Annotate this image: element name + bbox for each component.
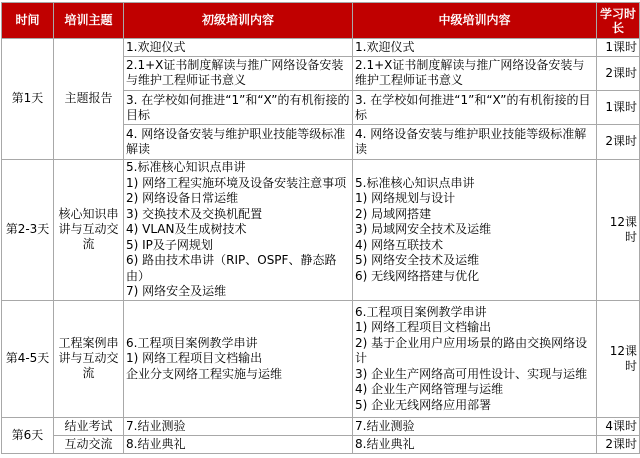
topic-cell: 工程案例串讲与互动交流 <box>54 301 124 417</box>
intermediate-content-cell: 8.结业典礼 <box>353 435 597 453</box>
hours-cell: 1课时 <box>597 39 640 56</box>
content-line: 1) 网络规划与设计 <box>355 191 456 206</box>
table-row <box>2 435 640 453</box>
content-line: 3) 局域网安全技术及运维 <box>355 222 492 237</box>
day-cell: 第1天 <box>2 39 54 159</box>
basic-content-cell <box>124 159 353 301</box>
content-line: 5) 网络安全技术及运维 <box>355 253 480 268</box>
day-cell: 第2-3天 <box>2 159 54 301</box>
table-row <box>2 301 640 417</box>
content-line: 企业分支网络工程实施与运维 <box>126 366 283 381</box>
basic-content-cell: 3. 在学校如何推进“1”和“X”的有机衔接的目标 <box>124 90 353 124</box>
content-line: 6.工程项目案例教学串讲 <box>126 335 258 350</box>
content-line: 4) VLAN及生成树技术 <box>126 222 247 237</box>
header-row <box>2 3 640 39</box>
table-row <box>2 39 640 56</box>
intermediate-content-cell: 4. 网络设备安装与维护职业技能等级标准解读 <box>353 125 597 159</box>
content-line: 2) 局域网搭建 <box>355 206 432 221</box>
content-line: 5.标准核心知识点串讲 <box>355 175 475 190</box>
day-cell: 第4-5天 <box>2 301 54 417</box>
content-line: 1) 网络工程实施环境及设备安装注意事项 <box>126 175 347 190</box>
content-line: 3) 企业生产网络高可用性设计、实现与运维 <box>355 366 588 381</box>
basic-content-cell: 2.1+X证书制度解读与推广网络设备安装与维护工程师证书意义 <box>124 56 353 90</box>
hours-cell: 12课时 <box>597 159 640 301</box>
content-line: 7) 网络安全及运维 <box>126 284 227 299</box>
intermediate-content-cell: 2.1+X证书制度解读与推广网络设备安装与维护工程师证书意义 <box>353 56 597 90</box>
content-line: 5) 企业无线网络应用部署 <box>355 397 492 412</box>
intermediate-content-cell: 7.结业测验 <box>353 417 597 435</box>
content-line: 4) 企业生产网络管理与运维 <box>355 382 504 397</box>
hours-cell: 4课时 <box>597 417 640 435</box>
content-line: 5) IP及子网规划 <box>126 237 213 252</box>
header-hours: 学习时长 <box>597 3 640 39</box>
topic-cell: 核心知识串讲与互动交流 <box>54 159 124 301</box>
hours-cell: 2课时 <box>597 125 640 159</box>
day-cell: 第6天 <box>2 417 54 453</box>
hours-cell: 2课时 <box>597 56 640 90</box>
basic-content-cell: 7.结业测验 <box>124 417 353 435</box>
content-line: 6) 路由技术串讲（RIP、OSPF、静态路由） <box>126 253 337 283</box>
topic-cell: 主题报告 <box>54 39 124 159</box>
intermediate-content-cell <box>353 159 597 301</box>
basic-content-cell: 8.结业典礼 <box>124 435 353 453</box>
content-line: 1) 网络工程项目文档输出 <box>355 320 492 335</box>
content-line: 4) 网络互联技术 <box>355 237 444 252</box>
content-line: 3) 交换技术及交换机配置 <box>126 206 263 221</box>
topic-cell: 互动交流 <box>54 435 124 453</box>
intermediate-content-cell <box>353 301 597 417</box>
basic-content-cell: 4. 网络设备安装与维护职业技能等级标准解读 <box>124 125 353 159</box>
hours-cell: 12课时 <box>597 301 640 417</box>
content-line: 5.标准核心知识点串讲 <box>126 160 246 175</box>
content-line: 2) 基于企业用户应用场景的路由交换网络设计 <box>355 335 588 366</box>
content-line: 1) 网络工程项目文档输出 <box>126 351 263 366</box>
table-row <box>2 417 640 435</box>
header-intermediate-content: 中级培训内容 <box>353 3 597 39</box>
basic-content-cell: 1.欢迎仪式 <box>124 39 353 56</box>
table-row <box>2 159 640 301</box>
content-line: 2) 网络设备日常运维 <box>126 191 239 206</box>
hours-cell: 2课时 <box>597 435 640 453</box>
intermediate-content-cell: 1.欢迎仪式 <box>353 39 597 56</box>
hours-cell: 1课时 <box>597 90 640 124</box>
header-time: 时间 <box>2 3 54 39</box>
topic-cell: 结业考试 <box>54 417 124 435</box>
header-topic: 培训主题 <box>54 3 124 39</box>
intermediate-content-cell: 3. 在学校如何推进“1”和“X”的有机衔接的目标 <box>353 90 597 124</box>
training-schedule-table <box>1 2 640 454</box>
basic-content-cell <box>124 301 353 417</box>
content-line: 6.工程项目案例教学串讲 <box>355 304 487 319</box>
header-basic-content: 初级培训内容 <box>124 3 353 39</box>
content-line: 6) 无线网络搭建与优化 <box>355 268 480 283</box>
